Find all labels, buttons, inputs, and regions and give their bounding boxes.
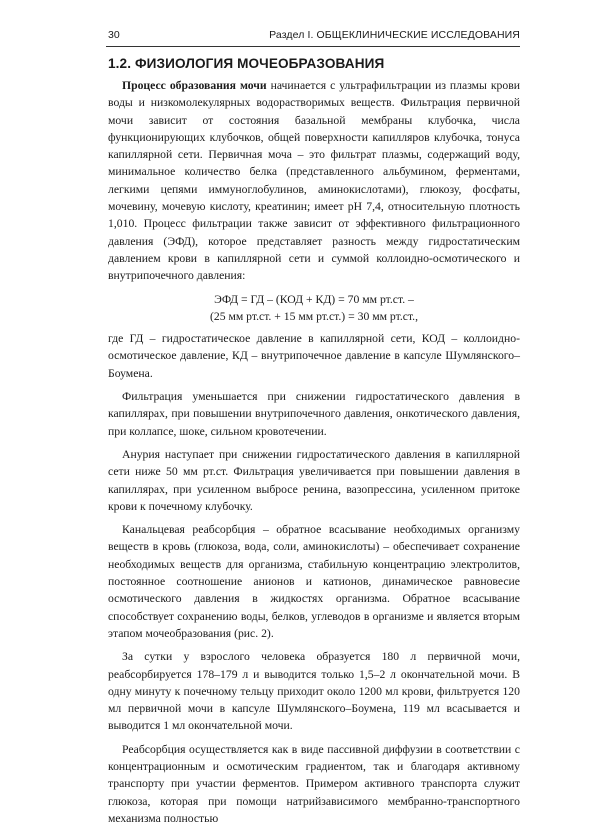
paragraph-formula-legend: где ГД – гидростатическое давление в капиллярной сети, КОД – коллоидно-осмотическое давление, КД – внутрипочечное давление в капсуле Шумлянского–Боумена. <box>108 332 520 380</box>
paragraph-filtration-decrease: Фильтрация уменьшается при снижении гидростатического давления в капиллярах, при повышении внутрипочечного давления, онкотического давления, при коллапсе, шоке, сильном кровотечении. <box>108 390 520 438</box>
paragraph-daily-volumes: За сутки у взрослого человека образуется 180 л первичной мочи, реабсорбируется 178–179 л и выводится только 1,5–2 л окончательной мочи. В одну минуту к почечному тельцу приходит около 1200 мл крови, фильтруется 120 мл первичной мочи в капсуле Шумлянского–Боумена, 119 мл всасывается и выводится 1 мл окончательной мочи. <box>108 650 520 733</box>
formula-efd <box>108 291 520 326</box>
formula-line: (25 мм рт.ст. + 15 мм рт.ст.) = 30 мм рт.ст., <box>209 309 419 323</box>
paragraph-lead-term: Процесс образования мочи <box>122 79 267 92</box>
section-title: 1.2. ФИЗИОЛОГИЯ МОЧЕОБРАЗОВАНИЯ <box>108 56 385 71</box>
page-content <box>108 56 520 827</box>
page-header <box>106 26 520 47</box>
formula-line: ЭФД = ГД – (КОД + КД) = 70 мм рт.ст. – <box>214 292 414 306</box>
paragraph-text: начинается с ультрафильтрации из плазмы крови воды и низкомолекулярных водорастворимых веществ. Фильтрация первичной мочи зависит от состояния базальной мембраны клубочка, числа функционирующих клубочков, общей поверхности капилляров клубочка, тонуса капиллярной сети. Первичная моча – это фильтрат плазмы, содержащий воду, минимальное количество белка (представленного альбумином, ферментами, легкими цепями иммуноглобулинов, аминокислотами), глюкозу, фосфаты, мочевину, мочевую кислоту, креатинин; имеет pH 7,4, относительную плотность 1,010. Процесс фильтрации также зависит от эффективного фильтрационного давления (ЭФД), которое представляет разность между гидростатическим давлением крови в капиллярной сети и суммой коллоидно-осмотического и внутрипочечного давления: <box>108 79 520 283</box>
paragraph-anuria: Анурия наступает при снижении гидростатического давления в капиллярной сети ниже 50 мм рт.ст. Фильтрация увеличивается при повышении давления в капиллярах, при усиленном выбросе ренина, вазопрессина, усиленном притоке крови к почечному клубочку. <box>108 447 520 513</box>
page-number: 30 <box>108 29 120 41</box>
running-head: Раздел I. ОБЩЕКЛИНИЧЕСКИЕ ИССЛЕДОВАНИЯ <box>269 29 520 41</box>
paragraph-reabsorption-mechanism: Реабсорбция осуществляется как в виде пассивной диффузии в соответствии с концентрационным и осмотическим градиентом, так и благодаря активному транспорту при участии ферментов. Примером активного транспорта служит глюкоза, которая при помощи натрийзависимого мембранно-транспортного механизма полностью <box>108 742 520 825</box>
paragraph-urine-formation <box>108 77 520 285</box>
paragraph-tubular-reabsorption: Канальцевая реабсорбция – обратное всасывание необходимых организму веществ в кровь (глюкоза, вода, соли, аминокислоты) – обеспечивает сохранение необходимых веществ для организма, стабильную концентрацию электролитов, постоянное соотношение анионов и катионов, динамическое равновесие осмотического давления в жидкостях организма. Обратное всасывание способствует сохранению воды, белков, углеводов в организме и является вторым этапом мочеобразования (рис. 2). <box>108 523 520 640</box>
